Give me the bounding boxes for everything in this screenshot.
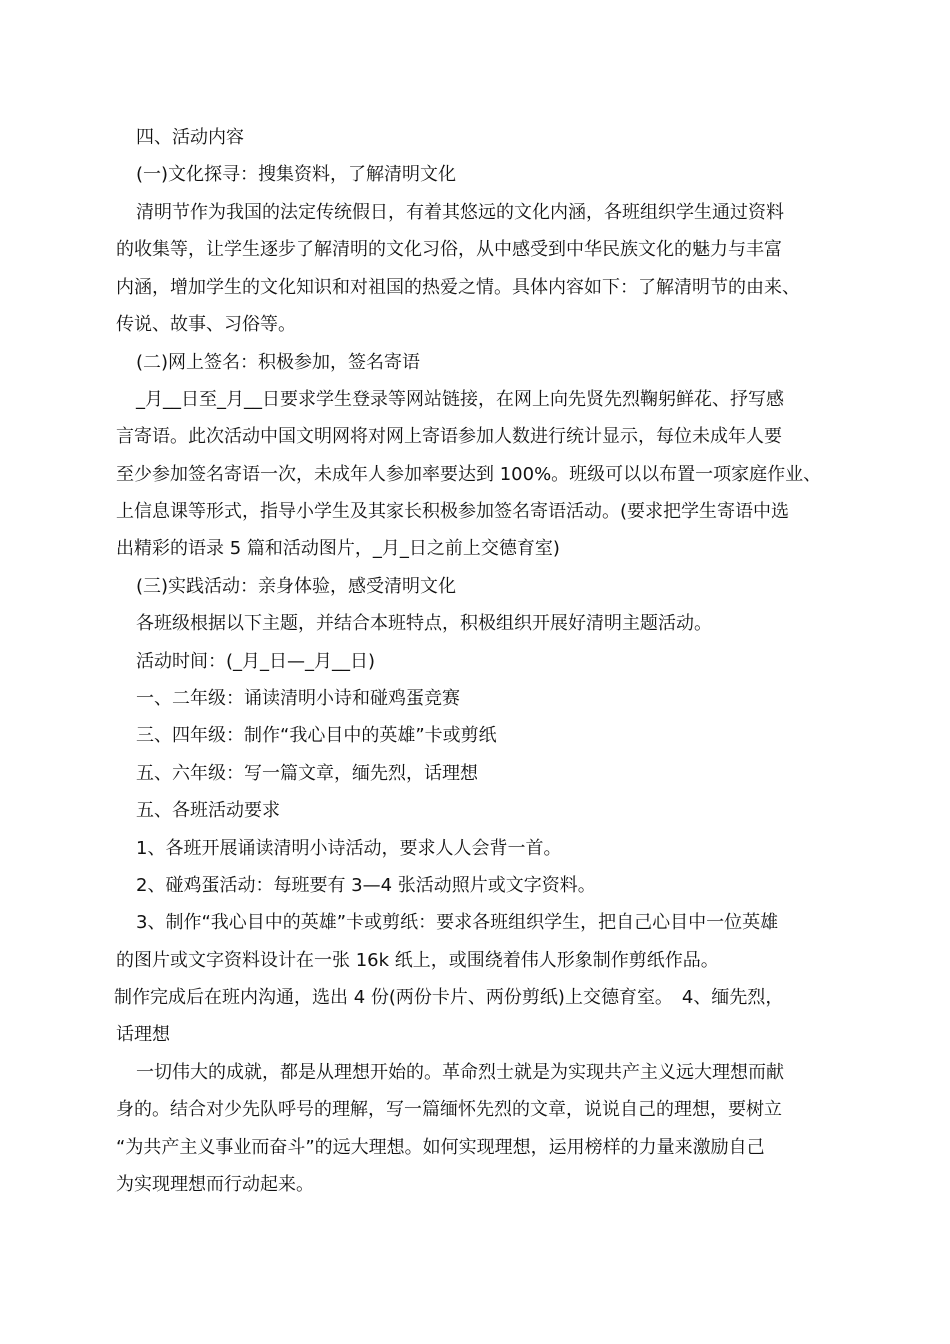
- paragraph-line: “为共产主义事业而奋斗”的远大理想。如何实现理想，运用榜样的力量来激励自己: [116, 1137, 765, 1158]
- section-heading: 五、各班活动要求: [136, 800, 280, 821]
- section-heading: 四、活动内容: [136, 127, 244, 148]
- paragraph-line: 为实现理想而行动起来。: [116, 1174, 314, 1195]
- paragraph-line: 清明节作为我国的法定传统假日，有着其悠远的文化内涵，各班组织学生通过资料: [136, 202, 784, 223]
- subsection-heading: (一)文化探寻：搜集资料，了解清明文化: [136, 164, 457, 185]
- paragraph-line: 的收集等，让学生逐步了解清明的文化习俗，从中感受到中华民族文化的魅力与丰富: [116, 239, 782, 260]
- paragraph-line: 各班级根据以下主题，并结合本班特点，积极组织开展好清明主题活动。: [136, 613, 712, 634]
- list-item: 3、制作“我心目中的英雄”卡或剪纸：要求各班组织学生，把自己心目中一位英雄: [136, 912, 779, 933]
- paragraph-line: 至少参加签名寄语一次，未成年人参加率要达到 100%。班级可以以布置一项家庭作业、: [116, 464, 822, 485]
- paragraph-line: 身的。结合对少先队呼号的理解，写一篇缅怀先烈的文章，说说自己的理想，要树立: [116, 1099, 782, 1120]
- list-item: 五、六年级：写一篇文章，缅先烈，话理想: [136, 763, 478, 784]
- paragraph-line: 一切伟大的成就，都是从理想开始的。革命烈士就是为实现共产主义远大理想而献: [136, 1062, 784, 1083]
- activity-time: 活动时间：(_月_日—_月__日): [136, 651, 376, 672]
- list-item: 一、二年级：诵读清明小诗和碰鸡蛋竞赛: [136, 688, 460, 709]
- list-item: 1、各班开展诵读清明小诗活动，要求人人会背一首。: [136, 838, 562, 859]
- list-item: 2、碰鸡蛋活动：每班要有 3—4 张活动照片或文字资料。: [136, 875, 596, 896]
- subsection-heading: (三)实践活动：亲身体验，感受清明文化: [136, 576, 457, 597]
- list-item: 三、四年级：制作“我心目中的英雄”卡或剪纸: [136, 725, 497, 746]
- paragraph-line: 制作完成后在班内沟通，选出 4 份(两份卡片、两份剪纸)上交德育室。 4、缅先烈，: [114, 987, 784, 1008]
- paragraph-line: 传说、故事、习俗等。: [116, 314, 296, 335]
- paragraph-line: 出精彩的语录 5 篇和活动图片，_月_日之前上交德育室): [116, 538, 560, 559]
- paragraph-line: 言寄语。此次活动中国文明网将对网上寄语参加人数进行统计显示，每位未成年人要: [116, 426, 782, 447]
- list-item: 话理想: [116, 1024, 170, 1045]
- paragraph-line: _月__日至_月__日要求学生登录等网站链接，在网上向先贤先烈鞠躬鲜花、抒写感: [136, 389, 784, 410]
- paragraph-line: 内涵，增加学生的文化知识和对祖国的热爱之情。具体内容如下：了解清明节的由来、: [116, 277, 800, 298]
- subsection-heading: (二)网上签名：积极参加，签名寄语: [136, 352, 421, 373]
- paragraph-line: 的图片或文字资料设计在一张 16k 纸上，或围绕着伟人形象制作剪纸作品。: [116, 950, 719, 971]
- paragraph-line: 上信息课等形式，指导小学生及其家长积极参加签名寄语活动。(要求把学生寄语中选: [116, 501, 790, 522]
